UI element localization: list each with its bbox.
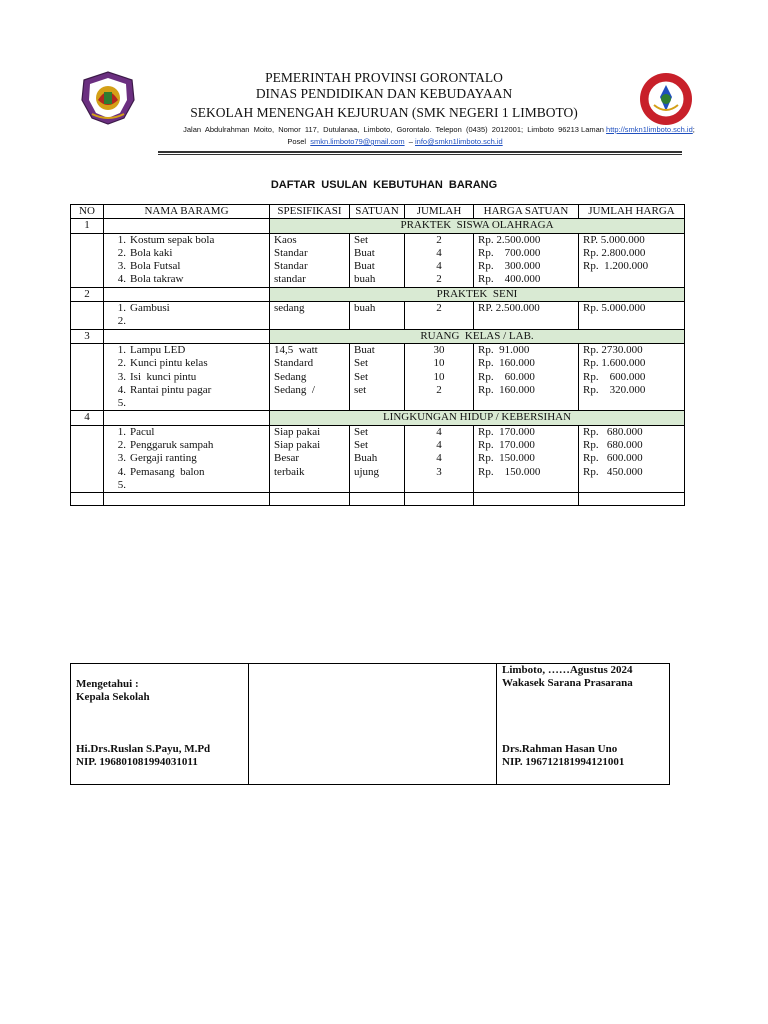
item-unit: Set [354, 425, 369, 438]
item-number: 1. [117, 425, 126, 438]
item-price: Rp. 60.000 [478, 370, 535, 383]
header-specification: SPESIFIKASI [270, 205, 350, 219]
item-name: Gergaji ranting [130, 452, 197, 465]
item-total: Rp. 680.000 [583, 425, 643, 438]
item-qty: 4 [436, 439, 442, 452]
blank-cell [71, 493, 104, 506]
item-qty-cell [405, 425, 474, 492]
item-price: Rp. 170.000 [478, 425, 535, 438]
item-price-cell [474, 425, 579, 492]
item-unit: Set [354, 370, 369, 383]
item-qty: 2 [436, 383, 442, 396]
item-unit: ujung [354, 465, 380, 478]
item-total [583, 479, 680, 492]
signature-right [497, 664, 670, 785]
section-number: 3 [71, 329, 104, 343]
item-qty: 10 [433, 370, 445, 383]
item-price: Rp. 2.500.000 [478, 233, 541, 246]
items-no-cell [71, 343, 104, 410]
table-header-row [71, 205, 685, 219]
item-name: Gambusi [130, 302, 170, 315]
section-number: 2 [71, 287, 104, 301]
blank-cell [350, 493, 405, 506]
header-quantity: JUMLAH [405, 205, 474, 219]
letterhead-department: DINAS PENDIDIKAN DAN KEBUDAYAAN [255, 86, 513, 101]
item-total: Rp. 600.000 [583, 452, 643, 465]
item-qty: 10 [433, 357, 445, 370]
address-suffix: ; [692, 125, 695, 134]
item-qty [409, 397, 469, 410]
item-unit: Buat [354, 343, 375, 356]
item-price-cell [474, 343, 579, 410]
item-number: 1. [117, 233, 126, 246]
item-number: 5. [117, 397, 126, 410]
header-no: NO [71, 205, 104, 219]
item-unit: buah [354, 273, 376, 286]
item-price: Rp. 170.000 [478, 439, 535, 452]
item-qty: 2 [436, 273, 442, 286]
blank-cell [474, 493, 579, 506]
item-spec: 14,5 watt [274, 343, 318, 356]
list-item [108, 452, 265, 465]
item-number: 3. [117, 370, 126, 383]
item-price: Rp. 700.000 [478, 246, 541, 259]
item-name: Rantai pintu pagar [130, 383, 212, 396]
vice-principal-role: Wakasek Sarana Prasarana [502, 677, 633, 689]
items-table [70, 204, 685, 506]
vice-principal-nip: NIP. 196712181994121001 [502, 756, 625, 768]
signature-table [70, 663, 670, 785]
item-spec-cell [270, 343, 350, 410]
header-item-name: NAMA BARAMG [104, 205, 270, 219]
list-item [108, 302, 265, 315]
list-item [108, 315, 265, 328]
item-spec: Standar [274, 246, 308, 259]
list-item [108, 273, 265, 286]
item-total: Rp. 1.600.000 [583, 357, 646, 370]
item-unit [354, 479, 400, 492]
item-total-cell [579, 302, 685, 330]
item-spec: Siap pakai [274, 439, 321, 452]
email-link-2[interactable]: info@smkn1limboto.sch.id [415, 137, 503, 146]
letterhead-address [110, 125, 768, 134]
item-number: 2. [117, 246, 126, 259]
list-item [108, 466, 265, 479]
item-unit [354, 397, 400, 410]
vice-principal-name: Drs.Rahman Hasan Uno [502, 743, 618, 755]
item-total: Rp. 680.000 [583, 439, 643, 452]
item-qty: 4 [436, 425, 442, 438]
blank-cell [270, 493, 350, 506]
list-item [108, 397, 265, 410]
section-title: RUANG KELAS / LAB. [270, 329, 685, 343]
item-spec-cell [270, 302, 350, 330]
section-row [71, 219, 685, 233]
list-item [108, 357, 265, 370]
list-item [108, 247, 265, 260]
email-link-1[interactable]: smkn.limboto79@gmail.com [310, 137, 405, 146]
item-total: RP. 5.000.000 [583, 233, 645, 246]
item-spec [274, 315, 345, 328]
item-total-cell [579, 425, 685, 492]
item-spec: Besar [274, 452, 300, 465]
item-total-cell [579, 233, 685, 287]
item-price: Rp. 300.000 [478, 260, 541, 273]
item-number: 1. [117, 302, 126, 315]
item-qty-cell [405, 302, 474, 330]
item-number: 4. [117, 383, 126, 396]
list-item [108, 479, 265, 492]
item-total [583, 315, 680, 328]
item-name: Kostum sepak bola [130, 233, 215, 246]
signature-middle [249, 664, 497, 785]
item-number: 2. [117, 439, 126, 452]
item-total: Rp. 320.000 [583, 383, 646, 396]
section-row [71, 287, 685, 301]
item-spec: Sedang [274, 370, 307, 383]
item-qty [409, 315, 469, 328]
item-price [478, 479, 574, 492]
item-spec-cell [270, 233, 350, 287]
letterhead-school-name: SEKOLAH MENENGAH KEJURUAN (SMK NEGERI 1 LIMBOTO) [190, 105, 578, 120]
item-price-cell [474, 233, 579, 287]
item-number: 2. [117, 357, 126, 370]
section-row [71, 329, 685, 343]
item-number: 2. [117, 315, 126, 328]
item-unit: Buah [354, 452, 378, 465]
item-name: Pacul [130, 425, 155, 438]
item-spec-cell [270, 425, 350, 492]
item-total: Rp. 1.200.000 [583, 260, 649, 273]
item-qty: 2 [436, 233, 442, 246]
item-total: Rp. 2.800.000 [583, 246, 646, 259]
item-total [583, 273, 680, 286]
list-item [108, 426, 265, 439]
item-name: Pemasang balon [130, 465, 205, 478]
item-number: 5. [117, 478, 126, 491]
section-number: 1 [71, 219, 104, 233]
item-name-cell [104, 302, 270, 330]
item-total: Rp. 2730.000 [583, 343, 643, 356]
email-separator: – [404, 137, 416, 146]
item-unit: Buat [354, 260, 375, 273]
item-price [478, 397, 574, 410]
item-price: Rp. 150.000 [478, 452, 535, 465]
section-items-row [71, 302, 685, 330]
item-price-cell [474, 302, 579, 330]
item-qty: 4 [436, 260, 442, 273]
document-title: DAFTAR USULAN KEBUTUHAN BARANG [270, 179, 498, 191]
item-total: Rp. 450.000 [583, 465, 643, 478]
item-qty-cell [405, 343, 474, 410]
section-blank-cell [104, 219, 270, 233]
item-total: Rp. 5.000.000 [583, 302, 646, 315]
blank-cell [104, 493, 270, 506]
section-blank-cell [104, 411, 270, 425]
item-name: Bola kaki [130, 246, 173, 259]
principal-nip: NIP. 196801081994031011 [76, 756, 198, 768]
item-unit-cell [350, 302, 405, 330]
blank-cell [405, 493, 474, 506]
principal-role: Kepala Sekolah [76, 691, 150, 703]
item-total [583, 397, 680, 410]
item-name-cell [104, 425, 270, 492]
item-number: 4. [117, 465, 126, 478]
list-item [108, 234, 265, 247]
item-name: Bola takraw [130, 273, 184, 286]
section-number: 4 [71, 411, 104, 425]
address-text: Jalan Abdulrahman Moito, Nomor 117, Dutulanaa, Limboto, Gorontalo. Telepon (0435) 2012001; Limboto 96213 Laman [183, 125, 607, 134]
item-total: Rp. 600.000 [583, 370, 646, 383]
item-total-cell [579, 343, 685, 410]
letterhead-rule-thin [158, 154, 682, 155]
item-qty: 30 [433, 343, 445, 356]
item-unit: set [354, 383, 367, 396]
item-unit: Set [354, 357, 369, 370]
item-qty [409, 479, 469, 492]
letterhead-government: PEMERINTAH PROVINSI GORONTALO [265, 70, 503, 85]
item-spec [274, 397, 345, 410]
list-item [108, 371, 265, 384]
email-label: Posel [287, 137, 311, 146]
item-unit: Set [354, 233, 369, 246]
principal-name: Hi.Drs.Ruslan S.Payu, M.Pd [76, 743, 211, 755]
item-name: Kunci pintu kelas [130, 357, 208, 370]
blank-row [71, 493, 685, 506]
section-title: PRAKTEK SISWA OLAHRAGA [270, 219, 685, 233]
item-number: 4. [117, 273, 126, 286]
item-name: Isi kunci pintu [130, 370, 197, 383]
header-unit: SATUAN [350, 205, 405, 219]
section-blank-cell [104, 329, 270, 343]
section-items-row [71, 233, 685, 287]
item-qty-cell [405, 233, 474, 287]
item-spec: Kaos [274, 233, 297, 246]
section-title: PRAKTEK SENI [270, 287, 685, 301]
header-unit-price: HARGA SATUAN [474, 205, 579, 219]
item-price: Rp. 160.000 [478, 357, 535, 370]
item-spec: terbaik [274, 465, 305, 478]
header-total-price: JUMLAH HARGA [579, 205, 685, 219]
item-name: Lampu LED [130, 343, 186, 356]
item-price: Rp. 150.000 [478, 465, 541, 478]
item-unit-cell [350, 425, 405, 492]
item-spec: standar [274, 273, 306, 286]
item-unit: buah [354, 302, 376, 315]
section-blank-cell [104, 287, 270, 301]
item-spec: Siap pakai [274, 425, 321, 438]
list-item [108, 344, 265, 357]
acknowledged-label: Mengetahui : [76, 678, 139, 690]
items-no-cell [71, 425, 104, 492]
letterhead-email [22, 137, 768, 146]
item-name: Penggaruk sampah [130, 439, 214, 452]
item-number: 1. [117, 343, 126, 356]
item-spec: Standard [274, 357, 314, 370]
item-unit [354, 315, 400, 328]
list-item [108, 439, 265, 452]
item-qty: 4 [436, 246, 442, 259]
item-unit: Set [354, 439, 369, 452]
item-spec [274, 479, 345, 492]
item-spec: Standar [274, 260, 308, 273]
website-link[interactable]: http://smkn1limboto.sch.id [606, 125, 693, 134]
item-unit: Buat [354, 246, 375, 259]
item-price: Rp. 160.000 [478, 383, 535, 396]
item-price [478, 315, 574, 328]
item-price: RP. 2.500.000 [478, 302, 540, 315]
section-row [71, 411, 685, 425]
blank-cell [579, 493, 685, 506]
section-items-row [71, 425, 685, 492]
item-qty: 3 [436, 465, 442, 478]
item-unit-cell [350, 343, 405, 410]
item-qty: 4 [436, 452, 442, 465]
item-price: Rp. 400.000 [478, 273, 541, 286]
item-name: Bola Futsal [130, 260, 181, 273]
section-items-row [71, 343, 685, 410]
item-price: Rp. 91.000 [478, 343, 530, 356]
item-name-cell [104, 233, 270, 287]
item-number: 3. [117, 452, 126, 465]
item-number: 3. [117, 260, 126, 273]
items-no-cell [71, 233, 104, 287]
letterhead-rule [158, 151, 682, 153]
item-qty: 2 [436, 302, 442, 315]
item-name-cell [104, 343, 270, 410]
list-item [108, 260, 265, 273]
item-unit-cell [350, 233, 405, 287]
list-item [108, 384, 265, 397]
items-no-cell [71, 302, 104, 330]
place-date: Limboto, ……Agustus 2024 [502, 664, 633, 676]
section-title: LINGKUNGAN HIDUP / KEBERSIHAN [270, 411, 685, 425]
signature-left [71, 664, 249, 785]
item-spec: Sedang / [274, 383, 315, 396]
item-spec: sedang [274, 302, 305, 315]
